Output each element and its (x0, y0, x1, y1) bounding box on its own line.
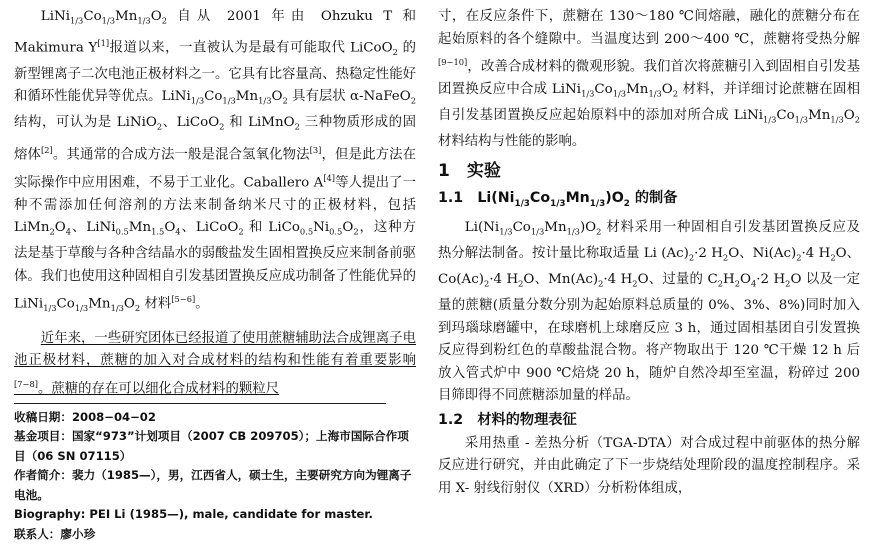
text-run: O、Co(Ac) (438, 245, 861, 287)
subscript: 2 (623, 198, 630, 209)
subscript: 1/3 (566, 226, 580, 237)
subscript: 2 (854, 114, 860, 125)
text-run: O (342, 220, 354, 236)
subscript: 1/3 (612, 88, 627, 99)
text-run: O 以及一定量的蔗糖(质量分数分别为起始原料总质量的 0%、3%、8%)同时加入到玛瑙球磨罐中，在球磨机上球磨反应 3 h，通过固相基团自引发置换反应得到粉红色的草酸盐混合物。将产物取出于 120 ℃干燥 12 h 后放入管式炉中 900 ℃焙烧 20 h，随炉自然冷却至室温，粉碎过 200 目筛即得不同蔗糖添加量的样品。 (438, 271, 860, 404)
contact-person: 联系人：廖小珍 (14, 526, 96, 541)
text-run: O、Ni(Ac) (728, 245, 797, 261)
citation: [9−10] (438, 57, 468, 67)
subscript: 2 (134, 303, 141, 314)
subscript: 2 (238, 226, 244, 237)
text-run: O (661, 81, 673, 97)
subscript: 2 (598, 278, 604, 289)
subscript: 1/3 (830, 114, 844, 125)
text-run: 的制备 (629, 189, 678, 206)
text-run: ，但是此方法在实际操作中应用困难，不易于工业化。Caballero A (14, 147, 417, 191)
subscript: 1/3 (514, 198, 530, 209)
subscript: 1/3 (581, 88, 595, 99)
text-run: 。蔗糖的存在可以细化合成材料的颗粒尺 (37, 381, 280, 397)
subscript: 2 (161, 15, 167, 26)
subscript: 2 (688, 252, 695, 263)
text-run: 材料 (140, 296, 172, 312)
text-run: Mn (128, 220, 152, 236)
text-run: Mn (565, 189, 590, 206)
subscript: 2 (282, 95, 288, 106)
text-run: Ni (313, 220, 330, 236)
subscript: 0.5 (329, 226, 343, 237)
text-run: Mn (626, 81, 649, 97)
subscript: 2 (392, 47, 398, 58)
text-run: ·4 H (801, 245, 831, 261)
subscript: 1/3 (222, 95, 236, 106)
subscript: 2 (796, 252, 802, 263)
text-run: ·4 H (489, 271, 519, 287)
intro-paragraph-3 (438, 6, 860, 154)
text-run: LiNi (40, 9, 70, 24)
text-run: O (123, 296, 135, 312)
text-run: 1.1 Li(Ni (438, 189, 515, 206)
subscript: 1/3 (258, 95, 272, 106)
text-run: Mn (808, 108, 831, 124)
subscript: 2 (483, 278, 490, 289)
citation: [4] (323, 172, 336, 183)
text-run: O、过量的 C (637, 271, 718, 287)
footnote-divider (14, 403, 386, 404)
subscript: 4 (750, 278, 757, 289)
left-column (14, 6, 416, 544)
text-run: ·2 H (756, 271, 786, 287)
text-run: 近年来，一些研究团体已经报道了使用蔗糖辅助法合成锂离子电池正极材料，蔗糖的加入对合成材料的结构和性能有着重要影响 (14, 330, 416, 369)
text-run: 、LiNi (71, 220, 116, 236)
subscript: 1.5 (151, 226, 165, 237)
subscript: 2 (722, 252, 729, 263)
subscript: 1/3 (137, 15, 151, 26)
text-run: O、Mn(Ac) (523, 271, 599, 287)
text-run: 材料结构与性能的影响。 (438, 134, 586, 150)
text-run: Co (529, 189, 551, 206)
subscript: 1/3 (74, 303, 89, 314)
subscript: 2 (294, 122, 300, 133)
subscript: 1/3 (648, 88, 662, 99)
text-run: 。 (195, 296, 209, 312)
text-run: ·4 H (603, 271, 633, 287)
text-run: O (843, 108, 855, 124)
citation: [2] (41, 144, 53, 155)
fund-info: 基金项目：国家“973”计划项目（2007 CB 209705）；上海市国际合作项目（06 SN 07115） (14, 429, 409, 463)
subscript: 1/3 (43, 303, 57, 314)
subscript: 2 (219, 122, 225, 133)
text-run: Co (776, 108, 795, 124)
subscript: 1/3 (190, 95, 205, 106)
text-run: 自从 2001 年由 Ohzuku T 和 Makimura Y (14, 9, 416, 56)
citation: [1] (97, 38, 110, 49)
subscript: 2 (672, 88, 679, 99)
text-run: Li(Ni (464, 219, 500, 235)
subscript: 2 (785, 278, 791, 289)
text-run: 。其通常的合成方法一般是混合氢氧化物法 (52, 147, 310, 163)
text-run: O (150, 9, 162, 24)
citation: [7−8] (14, 378, 38, 389)
text-run: 三种物质形成的固熔体 (14, 115, 416, 163)
text-run: Co (83, 9, 102, 24)
author-biography: Biography: PEI Li (1985—), male, candidate for master. (14, 507, 373, 522)
text-run: Co (204, 89, 223, 105)
citation: [5−6] (171, 294, 196, 305)
subscript: 1/3 (589, 198, 606, 209)
author-info: 作者简介：裴力（1985—），男，江西省人，硕士生，主要研究方向为锂离子电池。 (14, 468, 412, 502)
text-run: 、LiCoO (162, 115, 220, 131)
subscript: 2 (734, 278, 740, 289)
subscript: 2 (518, 278, 524, 289)
subsection-heading-characterization: 1.2 材料的物理表征 (438, 411, 577, 428)
subscript: 1/3 (110, 303, 124, 314)
text-run: 等人提出了一种不需添加任何溶剂的方法来制备纳米尺寸的正极材料，包括 LiMn (14, 175, 417, 236)
text-run: 材料，并详细讨论蔗糖在固相自引发基团置换反应起始原料中的添加对所合成 LiNi (438, 81, 860, 124)
text-run: ，改善合成材料的微观形貌。我们首次将蔗糖引入到固相自引发基团置换反应中合成 LiNi (438, 59, 860, 97)
subscript: 2 (632, 278, 638, 289)
text-run: )O (579, 219, 597, 235)
text-run: 、LiCoO (180, 220, 239, 236)
text-run: 报道以来，一直被认为是最有可能取代 LiCoO (109, 40, 393, 56)
text-run: ，这种方法是基于草酸与各种含结晶水的弱酸盐发生固相置换反应来制备前驱体。我们也使用这种固相自引发基团置换反应成功制备了性能优异的 LiNi (14, 220, 417, 312)
subsection-heading-preparation (438, 186, 860, 217)
subscript: 2 (596, 226, 602, 237)
text-run: ·2 H (694, 245, 723, 261)
text-run: 寸，在反应条件下，蔗糖在 130～180 ℃间熔融，融化的蔗糖分布在起始原料的各个缝隙中。当温度达到 200～400 ℃，蔗糖将受热分解 (438, 9, 860, 47)
text-run: Mn (235, 89, 259, 105)
text-run: Mn (115, 9, 138, 24)
subscript: 2 (830, 252, 836, 263)
intro-paragraph-1 (14, 6, 416, 320)
section-heading-experiment: 1 实验 (438, 160, 501, 181)
text-run: O (271, 89, 283, 105)
text-run: 材料采用一种固相自引发基团置换反应及热分解法制备。按计量比称取适量 Li (Ac) (438, 219, 860, 261)
preparation-paragraph (438, 217, 860, 408)
received-date: 收稿日期：2008−04−02 (14, 409, 156, 424)
subscript: 0.5 (115, 226, 129, 237)
text-run: Mn (544, 219, 567, 235)
citation: [3] (309, 144, 322, 155)
subscript: 2 (717, 278, 724, 289)
subscript: 0.5 (299, 226, 314, 237)
subscript: 2 (49, 226, 55, 237)
subscript: 4 (65, 226, 72, 237)
text-run: 的新型锂离子二次电池正极材料之一。它具有比容量高、热稳定性能好和循环性能优异等优点。LiNi (14, 40, 416, 105)
text-run: Co (56, 296, 75, 312)
subscript: 1/3 (101, 15, 116, 26)
subscript: 2 (353, 226, 359, 237)
text-run: H (723, 271, 735, 287)
subscript: 2 (156, 122, 163, 133)
text-run: O (54, 220, 66, 236)
text-run: O (740, 271, 751, 287)
text-run: )O (605, 189, 624, 206)
characterization-paragraph: 采用热重 - 差热分析（TGA-DTA）对合成过程中前驱体的热分解反应进行研究，并由此确定了下一步烧结处理阶段的温度控制程序。采用 X- 射线衍射仪（XRD）分析粉体组成， (438, 435, 860, 496)
subscript: 1/3 (550, 198, 566, 209)
subscript: 4 (175, 226, 181, 237)
text-run: 和 LiCo (243, 220, 300, 236)
right-column (438, 6, 860, 500)
subscript: 1/3 (69, 15, 84, 26)
text-run: 结构，可认为是 LiNiO (14, 115, 157, 131)
subscript: 2 (410, 95, 416, 106)
text-run: Mn (88, 296, 111, 312)
text-run: 具有层状 α-NaFeO (287, 89, 411, 105)
text-run: Co (512, 219, 531, 235)
subscript: 1/3 (499, 226, 513, 237)
text-run: 和 LiMnO (224, 115, 295, 131)
text-run: O (164, 220, 176, 236)
intro-paragraph-2 (14, 328, 416, 401)
subscript: 1/3 (530, 226, 545, 237)
subscript: 1/3 (794, 114, 809, 125)
subscript: 1/3 (763, 114, 777, 125)
text-run: Co (594, 81, 613, 97)
